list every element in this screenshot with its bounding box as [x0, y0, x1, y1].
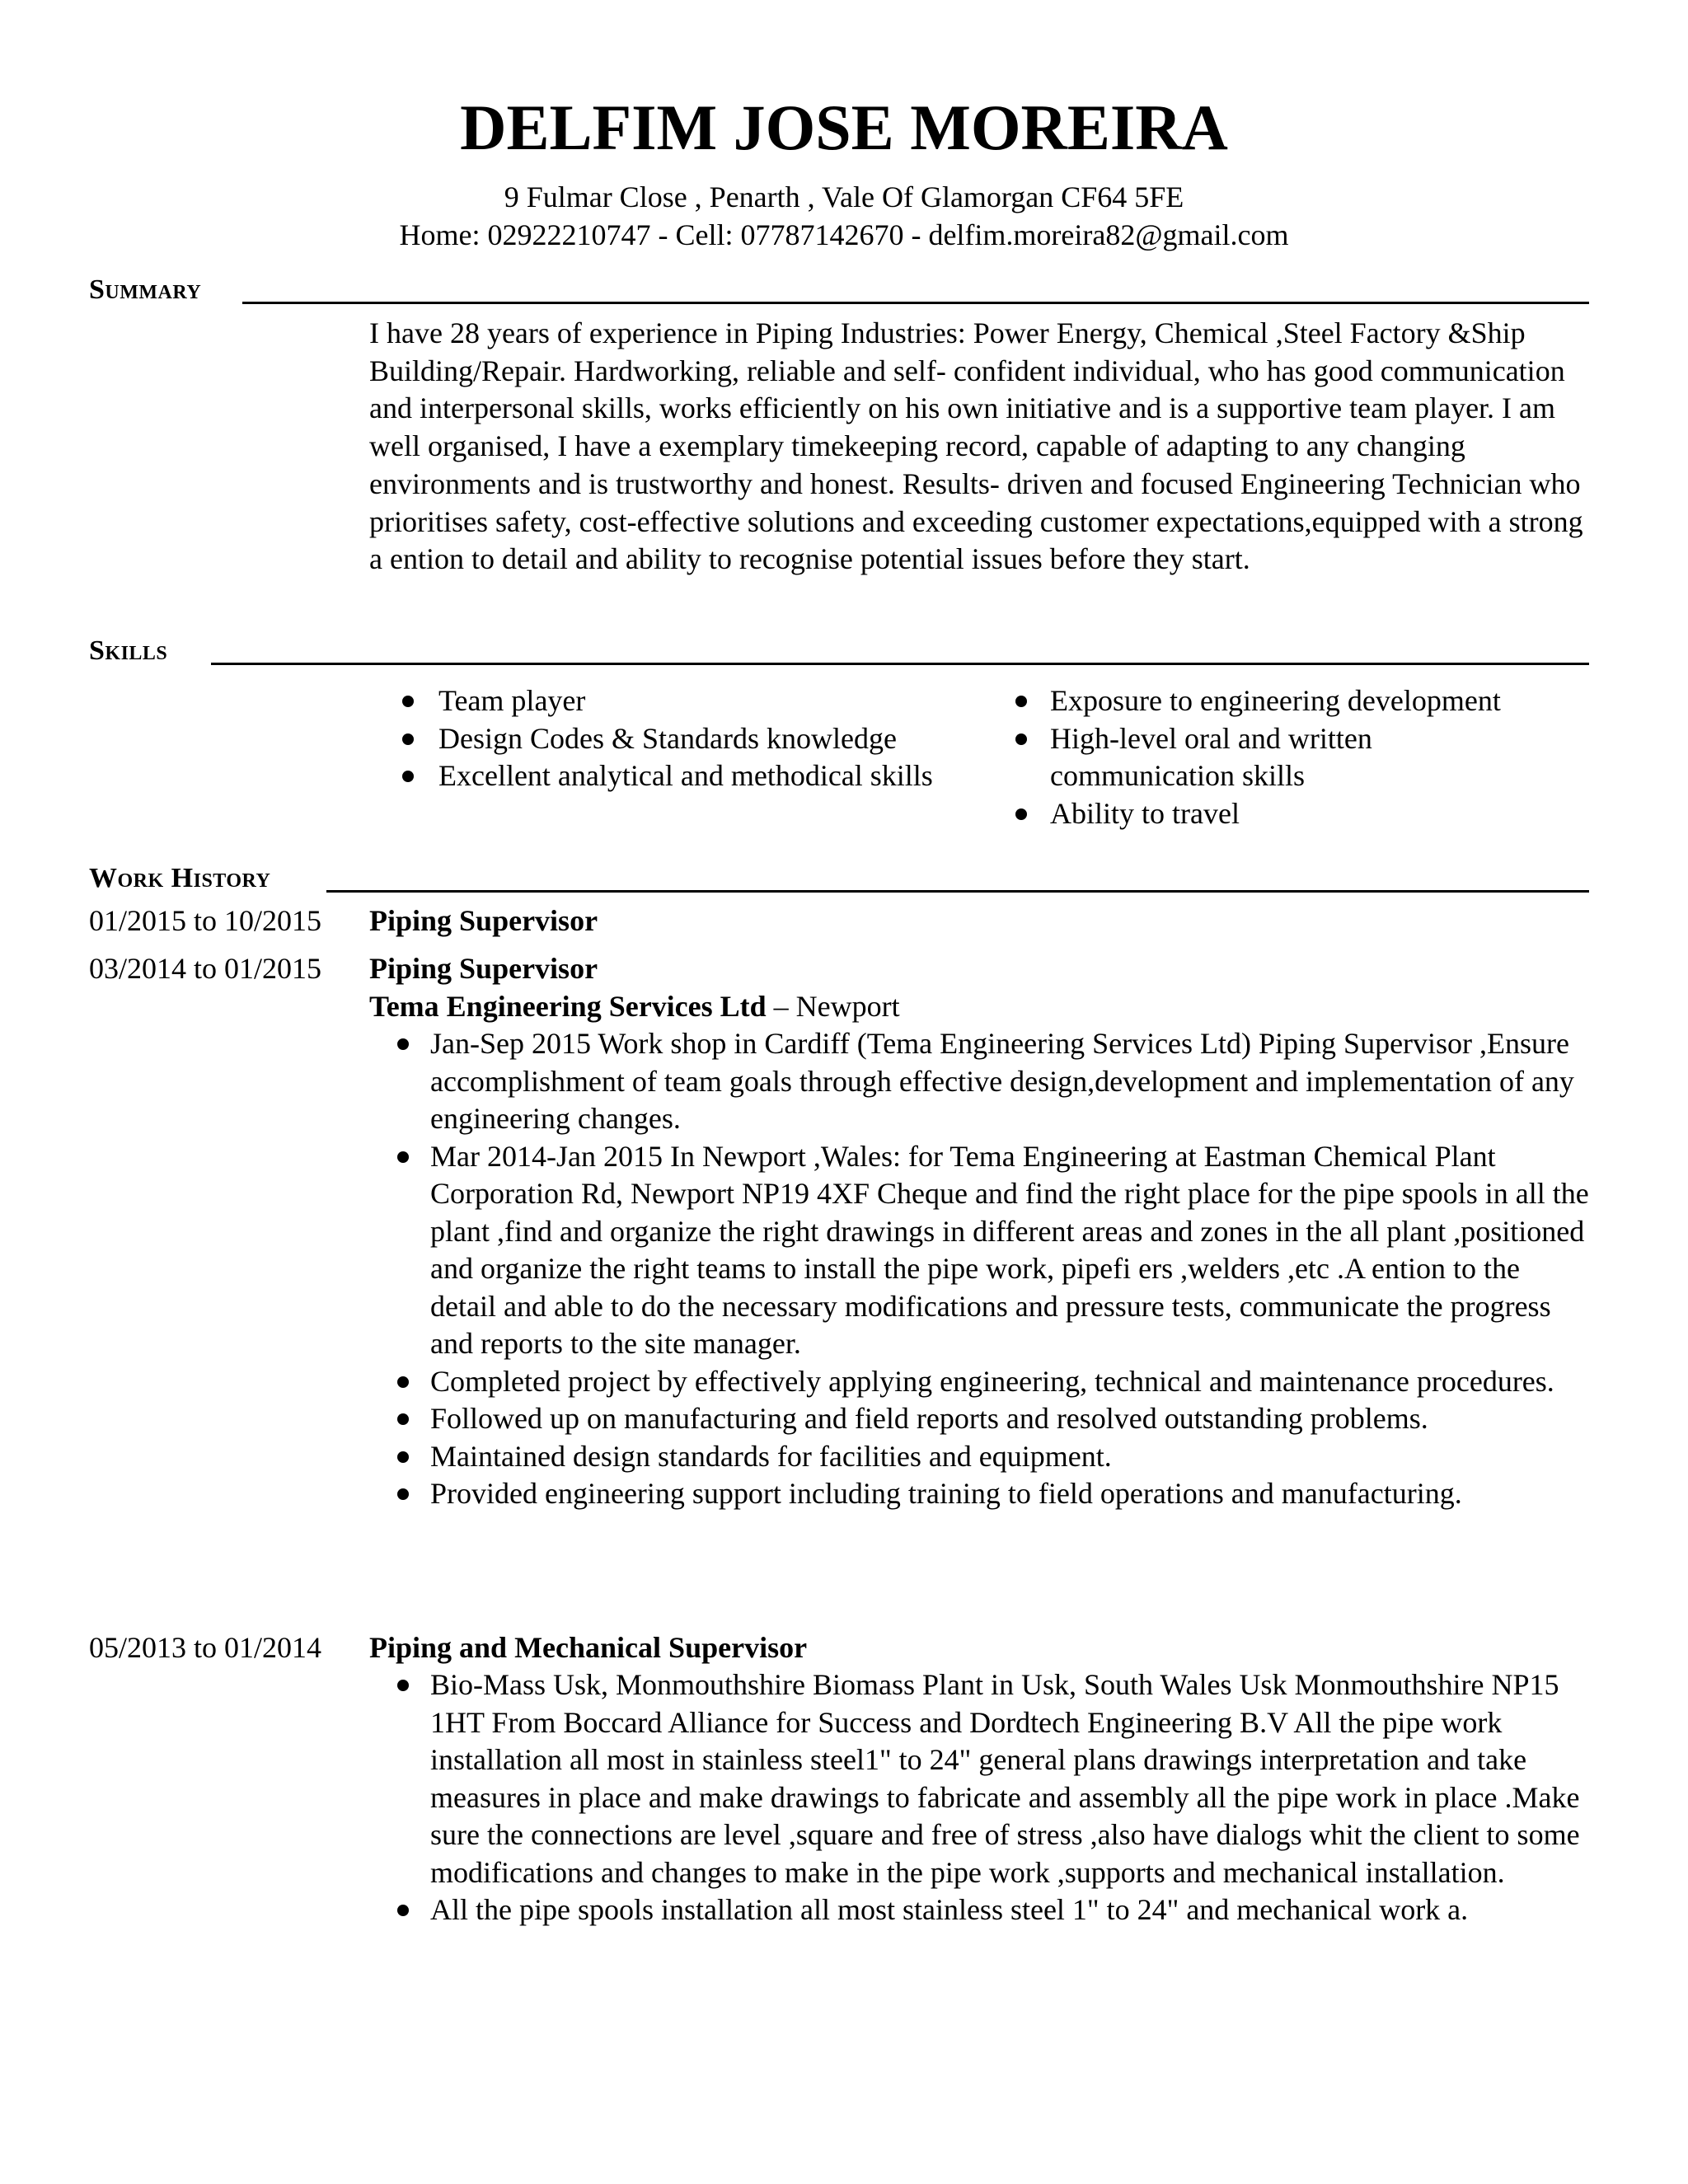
bullet-icon: [397, 1488, 409, 1500]
job-bullets: [430, 1666, 1592, 1929]
bullet-icon: [1015, 696, 1027, 707]
skill-item: Team player: [438, 682, 982, 720]
bullet-icon: [1015, 733, 1027, 745]
contact-line: Home: 02922210747 - Cell: 07787142670 - delfim.moreira82@gmail.com: [399, 218, 1289, 251]
bullet-icon: [397, 1376, 409, 1388]
job-bullet-item: Mar 2014-Jan 2015 In Newport ,Wales: for Tema Engineering at Eastman Chemical Plant Corporation Rd, Newport NP19 4XF Cheque and find the right place for the pipe spools in all the plant ,find and organize the right drawings in different areas and zones in the all plant ,positioned and organize the right teams to install the pipe work, pipefi ers ,welders ,etc .A ention to the detail and able to do the necessary modifications and pressure tests, communicate the progress and reports to the site manager.: [430, 1138, 1592, 1363]
job-title: Piping Supervisor: [369, 952, 598, 985]
job-bullet-item: Followed up on manufacturing and field reports and resolved outstanding problems.: [430, 1400, 1592, 1438]
job-bullet-item: Completed project by effectively applying engineering, technical and maintenance procedures.: [430, 1363, 1592, 1401]
bullet-icon: [397, 1151, 409, 1163]
summary-text: I have 28 years of experience in Piping Industries: Power Energy, Chemical ,Steel Factory &Ship Building/Repair. Hardworking, reliable and self- confident individual, who has good communication and interpersonal skills, works efficiently on his own initiative and is a supportive team player. I am well organised, I have a exemplary timekeeping record, capable of adapting to any changing environments and is trustworthy and honest. Results- driven and focused Engineering Technician who prioritises safety, cost-effective solutions and exceeding customer expectations,equipped with a strong a ention to detail and ability to recognise potential issues before they start.: [369, 316, 1583, 576]
bullet-icon: [397, 1413, 409, 1425]
job-dates: 01/2015 to 10/2015: [89, 904, 322, 937]
job-dates: 05/2013 to 01/2014: [89, 1631, 322, 1664]
skill-item: High-level oral and written communication skills: [1050, 720, 1512, 795]
job-bullets: [430, 1025, 1592, 1513]
bullet-icon: [397, 1905, 409, 1916]
bullet-icon: [1015, 808, 1027, 820]
skill-item: Ability to travel: [1050, 795, 1594, 833]
job-dates: 03/2014 to 01/2015: [89, 952, 322, 985]
address-line: 9 Fulmar Close , Penarth , Vale Of Glamorgan CF64 5FE: [504, 180, 1184, 213]
company-name: Tema Engineering Services Ltd: [369, 990, 767, 1023]
job-bullet-item: All the pipe spools installation all most stainless steel 1" to 24" and mechanical work a.: [430, 1891, 1592, 1929]
skill-item: Excellent analytical and methodical skills: [438, 757, 950, 795]
skill-item: Design Codes & Standards knowledge: [438, 720, 982, 758]
bullet-icon: [402, 771, 414, 782]
skills-heading: Skills: [89, 635, 168, 666]
job-bullet-item: Maintained design standards for facilities and equipment.: [430, 1438, 1592, 1476]
bullet-icon: [402, 733, 414, 745]
skills-list-left: [438, 682, 982, 795]
job-bullet-item: Provided engineering support including training to field operations and manufacturing.: [430, 1475, 1592, 1513]
skill-item: Exposure to engineering development: [1050, 682, 1594, 720]
candidate-name: DELFIM JOSE MOREIRA: [460, 91, 1228, 163]
summary-heading: Summary: [89, 274, 202, 305]
work-history-heading: Work History: [89, 863, 271, 893]
skills-divider: [211, 663, 1589, 665]
job-title: Piping Supervisor: [369, 904, 598, 937]
bullet-icon: [397, 1038, 409, 1050]
skills-list-right: [1050, 682, 1594, 833]
job-bullet-item: Jan-Sep 2015 Work shop in Cardiff (Tema Engineering Services Ltd) Piping Supervisor ,Ensure accomplishment of team goals through effective design,development and implementation of any engineering changes.: [430, 1025, 1592, 1138]
company-location: – Newport: [766, 990, 900, 1023]
job-bullet-item: Bio-Mass Usk, Monmouthshire Biomass Plant in Usk, South Wales Usk Monmouthshire NP15 1HT From Boccard Alliance for Success and Dordtech Engineering B.V All the pipe work installation all most in stainless steel1" to 24" general plans drawings interpretation and take measures in place and make drawings to fabricate and assembly all the pipe work in place .Make sure the connections are level ,square and free of stress ,also have dialogs whit the client to some modifications and changes to make in the pipe work ,supports and mechanical installation.: [430, 1666, 1592, 1891]
bullet-icon: [397, 1451, 409, 1463]
job-company-line: [369, 987, 900, 1025]
work-history-divider: [326, 890, 1589, 893]
job-title: Piping and Mechanical Supervisor: [369, 1631, 808, 1664]
bullet-icon: [402, 696, 414, 707]
summary-divider: [242, 302, 1589, 304]
bullet-icon: [397, 1680, 409, 1691]
